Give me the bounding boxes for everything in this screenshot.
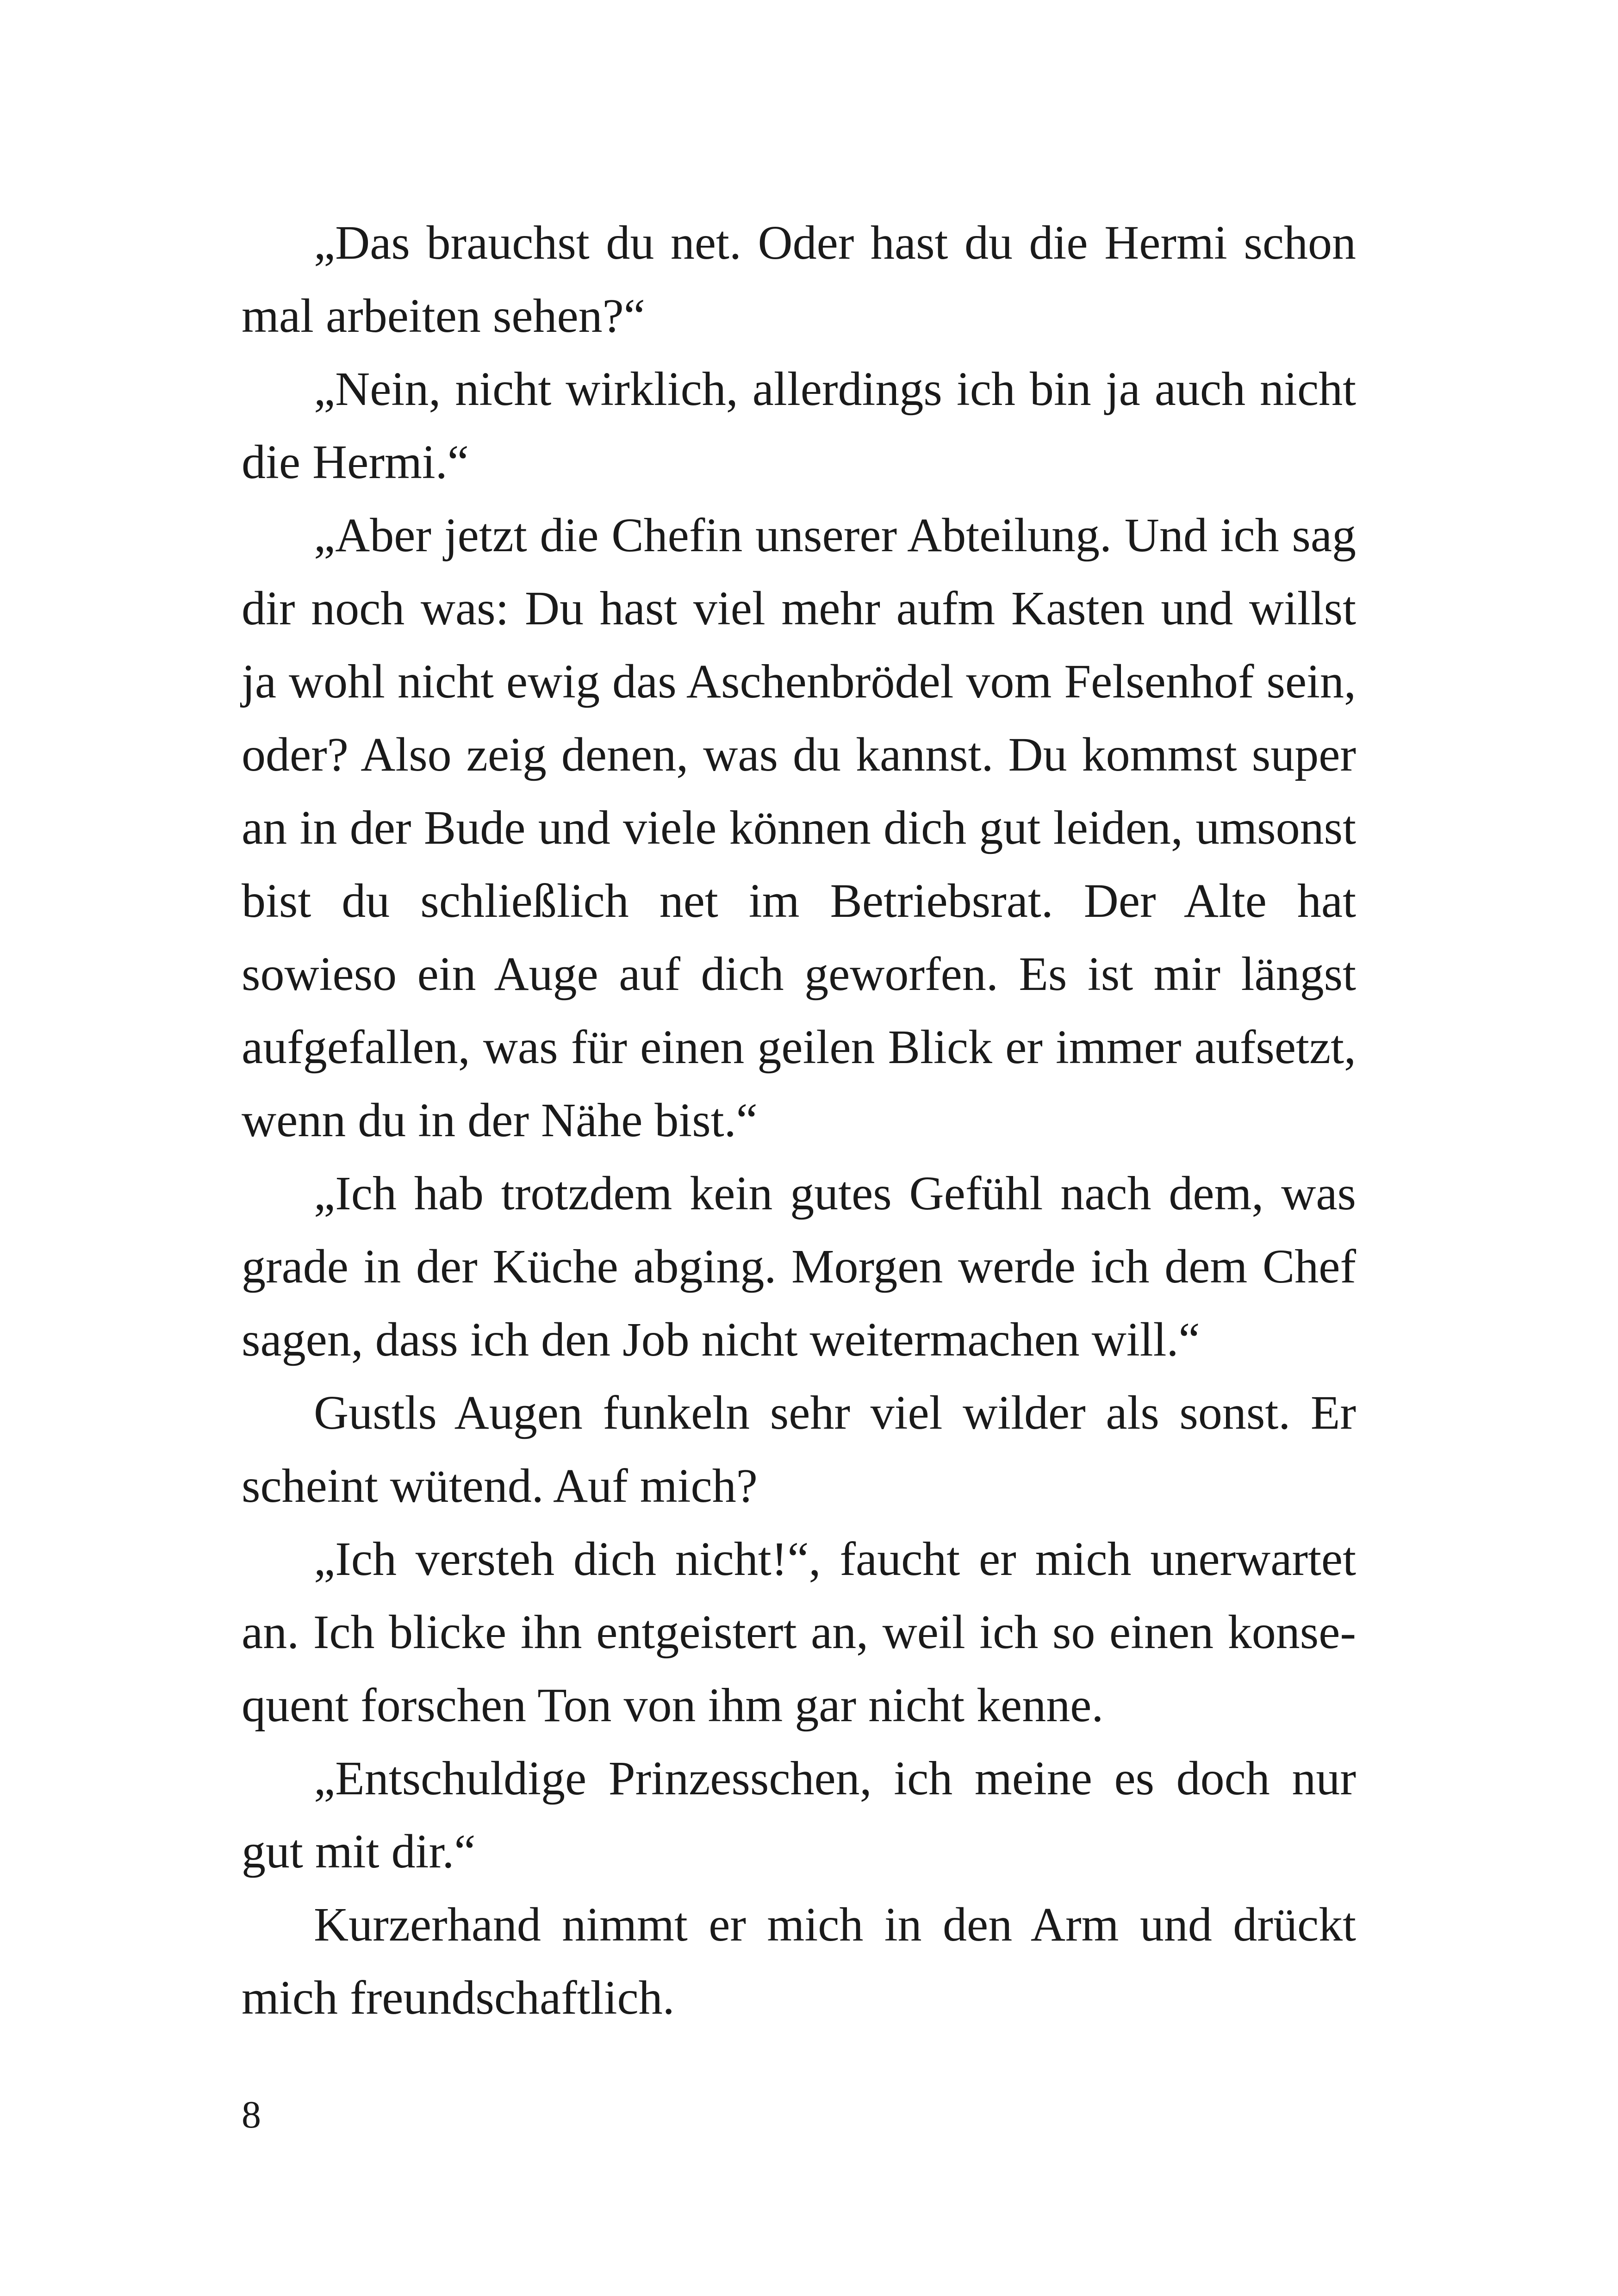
paragraph: „Ich versteh dich nicht!“, faucht er mich unerwartet an. Ich blicke ihn entgeistert an, weil ich so einen konsequent forschen Ton von ihm gar nicht kenne.	[242, 1532, 1356, 1732]
paragraph: „Ich hab trotzdem kein gutes Gefühl nach dem, was grade in der Küche abging. Morgen werde ich dem Chef sagen, dass ich den Job nicht weitermachen will.“	[242, 1167, 1356, 1366]
body-text	[242, 206, 1356, 2035]
paragraph: Gustls Augen funkeln sehr viel wilder als sonst. Er scheint wütend. Auf mich?	[242, 1386, 1356, 1512]
paragraph: „Nein, nicht wirklich, allerdings ich bin ja auch nicht die Hermi.“	[242, 362, 1356, 489]
page-number: 8	[242, 2093, 261, 2136]
paragraph: „Entschuldige Prinzesschen, ich meine es doch nur gut mit dir.“	[242, 1752, 1356, 1878]
paragraph: „Das brauchst du net. Oder hast du die Hermi schon mal arbeiten sehen?“	[242, 216, 1356, 342]
paragraph: Kurzerhand nimmt er mich in den Arm und drückt mich freundschaftlich.	[242, 1898, 1356, 2024]
paragraph: „Aber jetzt die Chefin unserer Abteilung. Und ich sag dir noch was: Du hast viel mehr aufm Kasten und willst ja wohl nicht ewig das Aschenbrödel vom Felsenhof sein, oder? Also zeig denen, was du kannst. Du kommst super an in der Bude und viele können dich gut leiden, umsonst bist du schließlich net im Betriebsrat. Der Alte hat sowieso ein Auge auf dich geworfen. Es ist mir längst aufgefallen, was für einen geilen Blick er immer aufsetzt, wenn du in der Nähe bist.“	[242, 509, 1356, 1147]
